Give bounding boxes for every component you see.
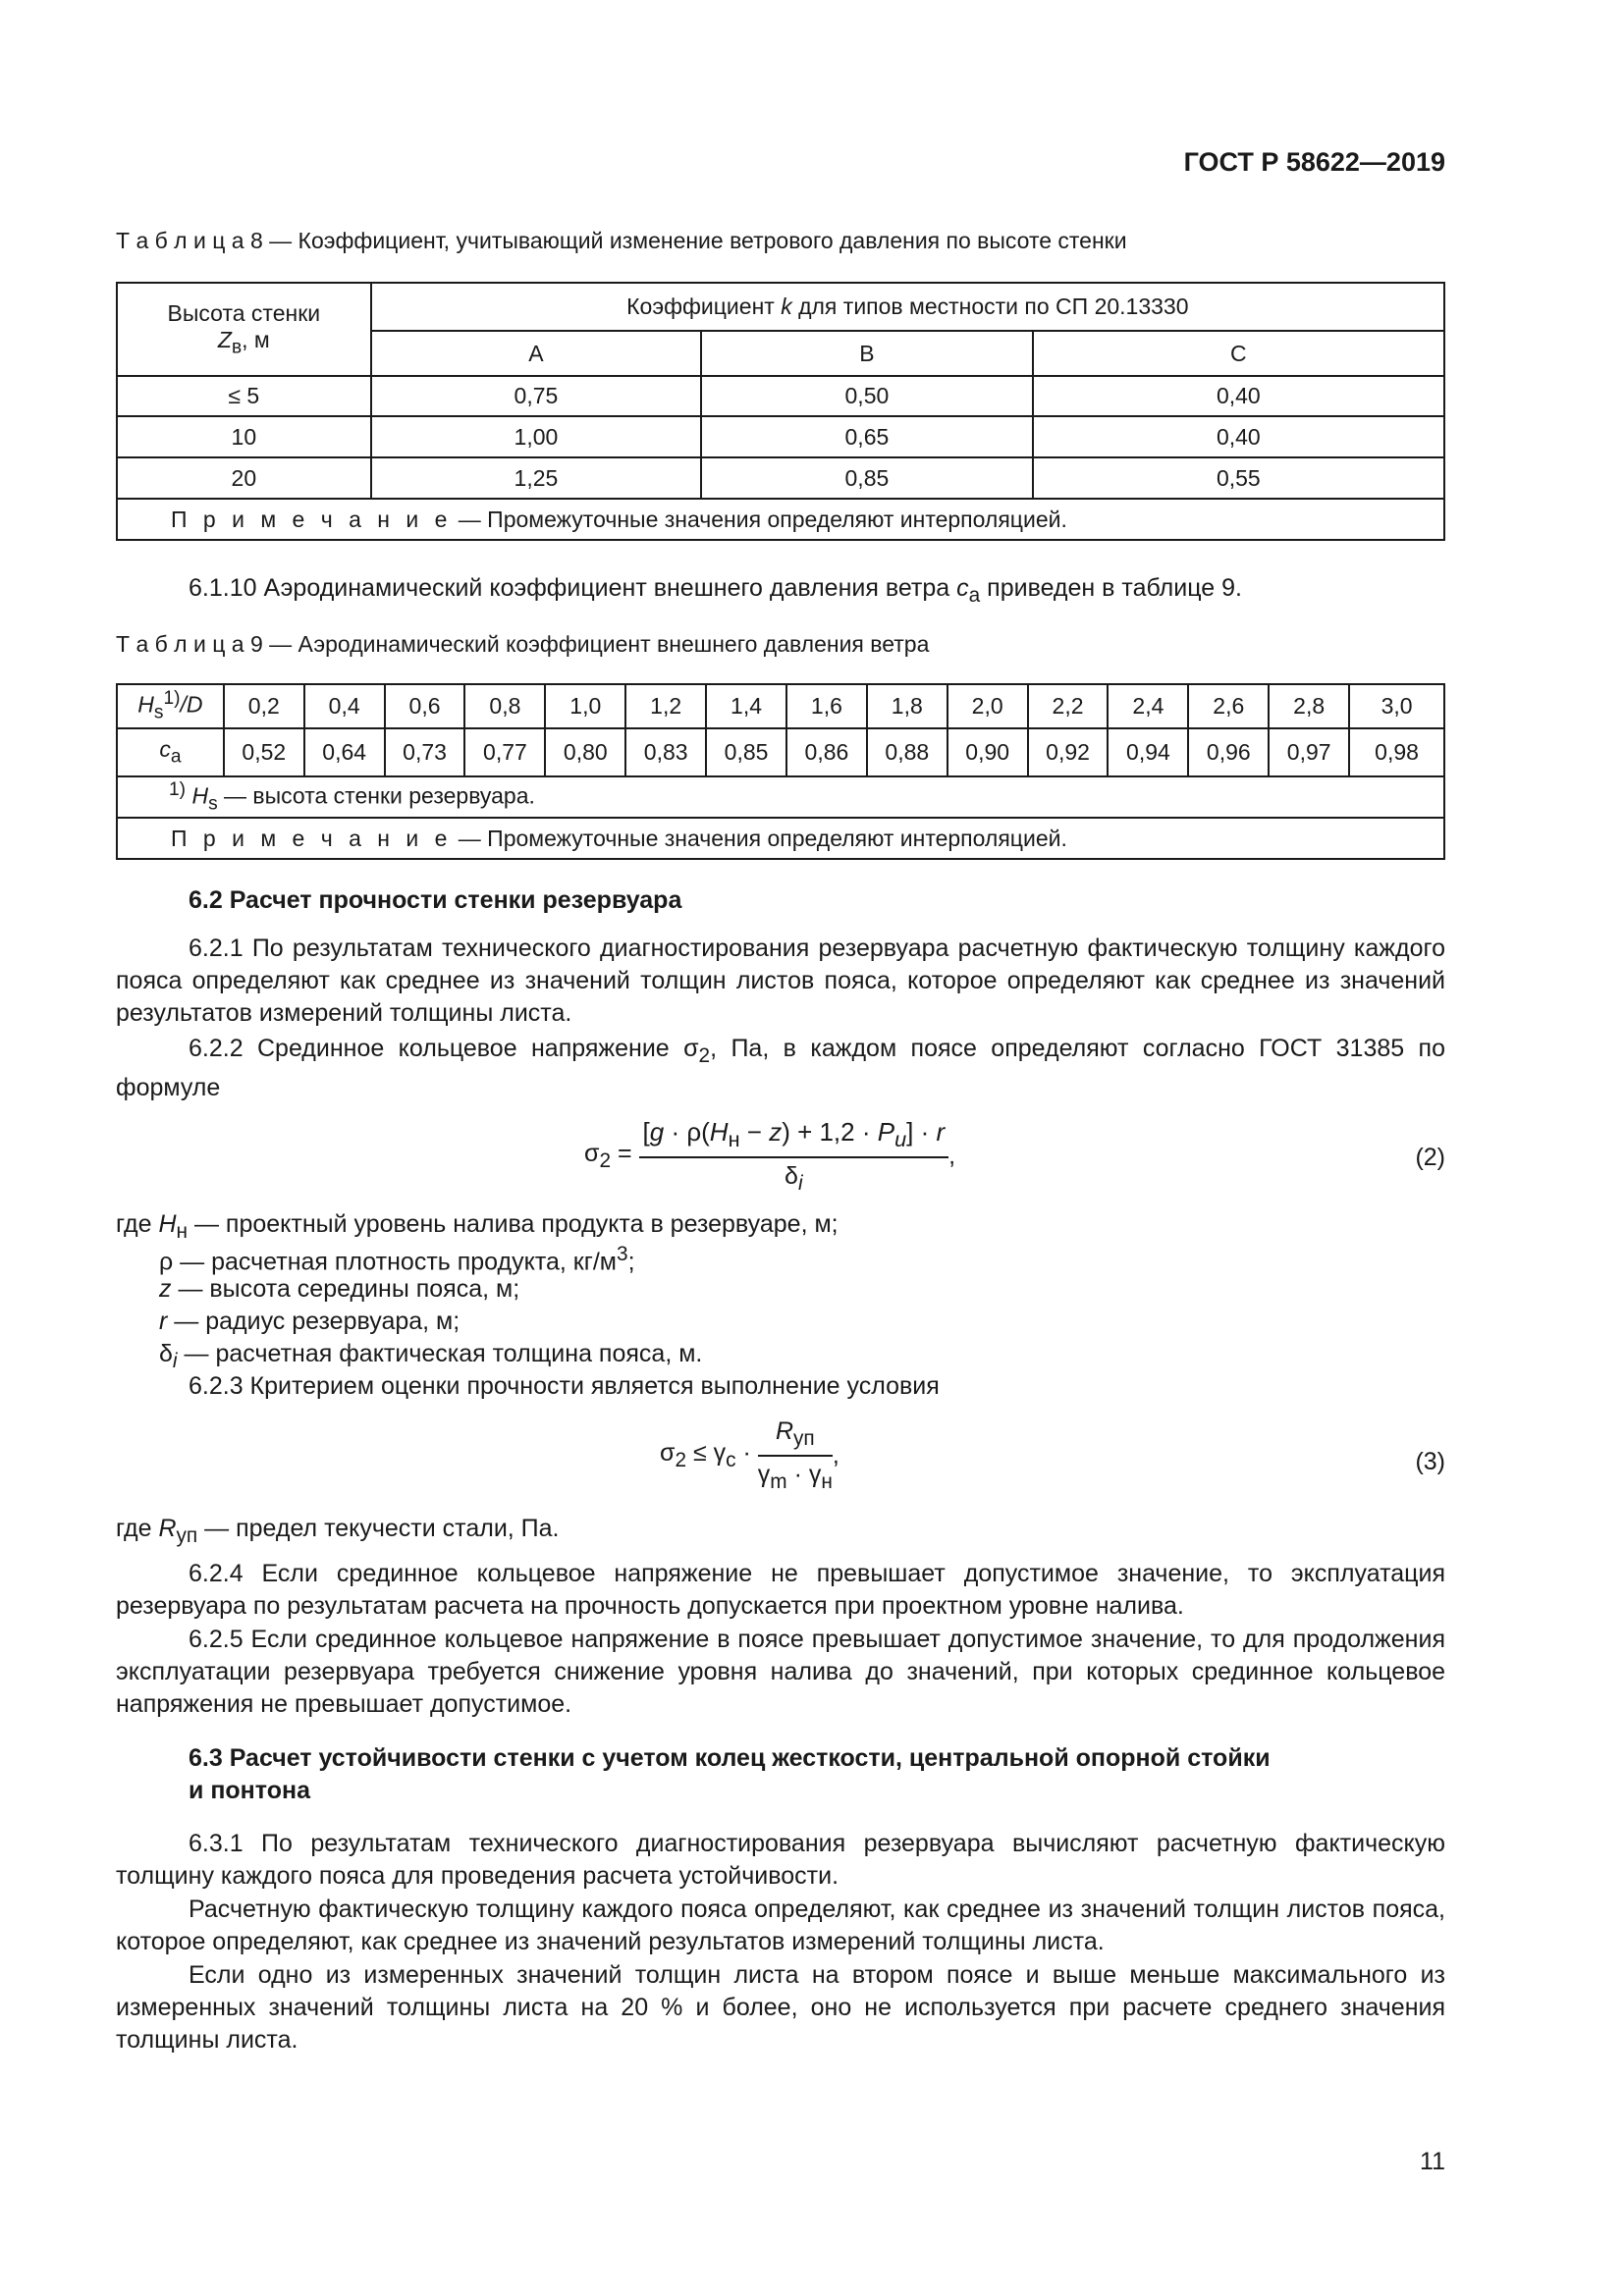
table8-height-header [117, 283, 371, 376]
table9-ratio-cell: 1,6 [786, 684, 867, 728]
table8-height-cell: 10 [117, 416, 371, 457]
where-text: — расчетная плотность продукта, кг/м [173, 1248, 617, 1276]
table9-coeff-cell: 0,86 [786, 728, 867, 776]
table9-ratio-cell: 0,2 [224, 684, 304, 728]
table8-type-header: A [371, 331, 701, 376]
table9-ratio-sub: s [153, 702, 164, 723]
table8-value-cell: 1,25 [371, 457, 701, 499]
table8-value-cell: 0,75 [371, 376, 701, 416]
where-text-tail: ; [627, 1248, 635, 1276]
para-6-1-10-sub: a [968, 584, 981, 607]
table9-ratio-cell: 2,8 [1269, 684, 1349, 728]
table9-footnote [117, 776, 1444, 818]
para-6-1-10 [189, 574, 1242, 608]
table9-ratio-cell: 3,0 [1349, 684, 1444, 728]
para-6-2-2-sub: 2 [698, 1044, 711, 1067]
table-row [117, 376, 1444, 416]
table9-coeff-cell: 0,92 [1028, 728, 1109, 776]
where-item-rho [159, 1243, 635, 1276]
table9 [116, 683, 1445, 860]
table8-caption [116, 228, 1127, 254]
where-item-z [159, 1275, 519, 1304]
table9-ratio-cell: 2,6 [1188, 684, 1269, 728]
table9-coeff-header [117, 728, 224, 776]
formula-3: $\sigma_2 \le \gamma_c$ · $\frac{R_{уп}}{\gamma_m \cdot \gamma_н}$ , [660, 1417, 839, 1493]
para-6-2-3: 6.2.3 Критерием оценки прочности является выполнение условия [189, 1372, 940, 1400]
table8-value-cell: 0,40 [1033, 416, 1444, 457]
para-6-3-2: Расчетную фактическую толщину каждого пояса определяют, как среднее из значений толщин листов пояса, которое определяют, как среднее из значений результатов измерений толщины листа. [116, 1896, 1445, 1955]
para-6-2-2-text: 6.2.2 Срединное кольцевое напряжение σ [189, 1035, 699, 1062]
table8-value-cell: 0,65 [701, 416, 1032, 457]
table8-group-prefix: Коэффициент [626, 294, 782, 319]
where-intro: где [116, 1210, 159, 1238]
table8-caption-prefix: Т а б л и ц а 8 [116, 228, 263, 253]
where-sym: ρ [159, 1248, 174, 1276]
table9-note-text: — Промежуточные значения определяют интерполяцией. [452, 825, 1067, 851]
table8-group-suffix: для типов местности по СП 20.13330 [791, 294, 1189, 319]
table8-value-cell: 1,00 [371, 416, 701, 457]
where-sym: δ [159, 1340, 173, 1367]
standard-designation: ГОСТ Р 58622—2019 [1183, 147, 1445, 177]
para-6-2-2-tail: , Па, в каждом поясе определяют согласно ГОСТ 31385 по формуле [116, 1035, 1445, 1101]
table9-coeff-cell: 0,52 [224, 728, 304, 776]
table9-ratio-cell: 2,4 [1108, 684, 1188, 728]
table8-value-cell: 0,50 [701, 376, 1032, 416]
table8-height-var: Z [217, 326, 232, 352]
table9-footnote-text: — высота стенки резервуара. [217, 782, 535, 809]
table9-coeff-cell: 0,77 [464, 728, 545, 776]
formula-2-number: (2) [1415, 1144, 1445, 1171]
table9-ratio-var: H [137, 692, 154, 719]
table8-height-header-line2 [118, 327, 370, 359]
table9-coeff-sub: a [170, 746, 182, 768]
table9-ratio-cell: 0,4 [304, 684, 385, 728]
table9-ratio-header [117, 684, 224, 728]
table9-coeff-cell: 0,98 [1349, 728, 1444, 776]
table9-coeff-cell: 0,97 [1269, 728, 1349, 776]
table9-coeff-cell: 0,80 [545, 728, 625, 776]
table9-ratio-cell: 1,2 [625, 684, 706, 728]
where-item-h [116, 1210, 839, 1244]
table8-group-var: k [781, 294, 792, 319]
where-item-r [159, 1308, 460, 1336]
formula-2: $\sigma_2$ = $\frac{[g \cdot \rho(H_н - z) + 1,2 \cdot P_u] \cdot r}{\delta_i}$ , [584, 1117, 956, 1196]
table8 [116, 282, 1445, 541]
formula-3-fraction: $\frac{R_{уп}}{\gamma_m \cdot \gamma_н}$ [757, 1417, 833, 1493]
table-row [117, 457, 1444, 499]
table9-ratio-sup: 1) [163, 688, 181, 710]
table-row [117, 416, 1444, 457]
table8-height-unit: , м [242, 326, 270, 352]
where-text: — предел текучести стали, Па. [197, 1515, 560, 1542]
table9-ratio-cell: 2,2 [1028, 684, 1109, 728]
where-sub: i [172, 1350, 178, 1372]
section-6-3-heading-line1: 6.3 Расчет устойчивости стенки с учетом колец жесткости, центральной опорной стойки [189, 1744, 1271, 1772]
table8-note [117, 499, 1444, 540]
para-6-3-3: Если одно из измеренных значений толщин листа на втором поясе и выше меньше максимального из измеренных значений толщины листа на 20 % и более, оно не используется при расчете среднего значения толщины листа. [116, 1961, 1445, 2054]
table9-ratio-cell: 1,8 [867, 684, 947, 728]
formula-2-fraction: $\frac{[g \cdot \rho(H_н - z) + 1,2 \cdot P_u] \cdot r}{\delta_i}$ [639, 1117, 949, 1196]
where-sup: 3 [617, 1243, 628, 1265]
table9-note [117, 818, 1444, 859]
table9-ratio-cell: 1,4 [706, 684, 786, 728]
where-sym: R [158, 1515, 177, 1542]
para-6-2-2 [116, 1033, 1445, 1104]
table9-coeff-var: c [159, 736, 171, 763]
table8-type-header: B [701, 331, 1032, 376]
section-6-2-heading: 6.2 Расчет прочности стенки резервуара [189, 886, 682, 914]
where-item-ryp [116, 1515, 560, 1548]
where-sym: H [158, 1210, 177, 1238]
where-sub: уп [176, 1524, 198, 1547]
table9-note-label: П р и м е ч а н и е [171, 825, 453, 851]
where-sub: н [176, 1220, 189, 1243]
table8-value-cell: 0,40 [1033, 376, 1444, 416]
table9-caption [116, 631, 929, 658]
table8-note-text: — Промежуточные значения определяют интерполяцией. [452, 506, 1067, 532]
section-6-3-heading-line2: и понтона [189, 1777, 310, 1804]
table9-footnote-sub: s [208, 793, 218, 815]
table8-group-header [371, 283, 1444, 331]
where-item-delta [159, 1340, 702, 1373]
where-text: — высота середины пояса, м; [171, 1275, 520, 1303]
table9-coeff-cell: 0,83 [625, 728, 706, 776]
table9-coeff-cell: 0,73 [385, 728, 465, 776]
where-intro: где [116, 1515, 159, 1542]
formula-3-number: (3) [1415, 1448, 1445, 1475]
table8-caption-text: — Коэффициент, учитывающий изменение ветрового давления по высоте стенки [262, 228, 1127, 253]
table9-ratio-cell: 0,6 [385, 684, 465, 728]
table9-footnote-var: H [191, 782, 209, 809]
table9-coeff-cell: 0,90 [947, 728, 1028, 776]
where-text: — радиус резервуара, м; [167, 1308, 460, 1335]
table9-footnote-mark: 1) [169, 778, 187, 800]
where-text: — проектный уровень налива продукта в резервуаре, м; [188, 1210, 839, 1238]
table8-type-header: C [1033, 331, 1444, 376]
where-sym: r [159, 1308, 168, 1335]
table9-coeff-cell: 0,64 [304, 728, 385, 776]
para-6-2-1: 6.2.1 По результатам технического диагностирования резервуара расчетную фактическую толщину каждого пояса определяют как среднее из значений толщин листов пояса, которое определяют как среднее из значений результатов измерений толщины листа. [116, 934, 1445, 1027]
table9-ratio-suffix: /D [180, 692, 203, 719]
table9-caption-prefix: Т а б л и ц а 9 [116, 631, 263, 657]
table8-value-cell: 0,55 [1033, 457, 1444, 499]
page-number: 11 [1420, 2148, 1445, 2175]
para-6-1-10-tail: приведен в таблице 9. [980, 574, 1242, 602]
table8-height-cell: ≤ 5 [117, 376, 371, 416]
where-text: — расчетная фактическая толщина пояса, м. [177, 1340, 703, 1367]
table8-height-cell: 20 [117, 457, 371, 499]
table9-ratio-cell: 2,0 [947, 684, 1028, 728]
para-6-1-10-text: 6.1.10 Аэродинамический коэффициент внешнего давления ветра [189, 574, 957, 602]
table9-caption-text: — Аэродинамический коэффициент внешнего давления ветра [262, 631, 930, 657]
table8-value-cell: 0,85 [701, 457, 1032, 499]
table9-coeff-cell: 0,94 [1108, 728, 1188, 776]
table9-ratio-cell: 0,8 [464, 684, 545, 728]
table9-ratio-cell: 1,0 [545, 684, 625, 728]
table9-coeff-cell: 0,96 [1188, 728, 1269, 776]
para-6-1-10-var: c [956, 574, 969, 602]
para-6-2-5: 6.2.5 Если срединное кольцевое напряжение в поясе превышает допустимое значение, то для продолжения эксплуатации резервуара требуется снижение уровня налива до значений, при которых срединное кольцевое напряжения не превышает допустимое. [116, 1626, 1445, 1718]
para-6-2-4: 6.2.4 Если срединное кольцевое напряжение не превышает допустимое значение, то эксплуатация резервуара по результатам расчета на прочность допускается при проектном уровне налива. [116, 1560, 1445, 1620]
para-6-3-1: 6.3.1 По результатам технического диагностирования резервуара вычисляют расчетную фактическую толщину каждого пояса для проведения расчета устойчивости. [116, 1830, 1445, 1890]
table9-coeff-cell: 0,88 [867, 728, 947, 776]
table9-coeff-cell: 0,85 [706, 728, 786, 776]
where-sym: z [159, 1275, 172, 1303]
table8-height-header-line1: Высота стенки [167, 299, 321, 326]
table8-height-sub: в [231, 337, 243, 358]
table8-note-label: П р и м е ч а н и е [171, 506, 453, 532]
